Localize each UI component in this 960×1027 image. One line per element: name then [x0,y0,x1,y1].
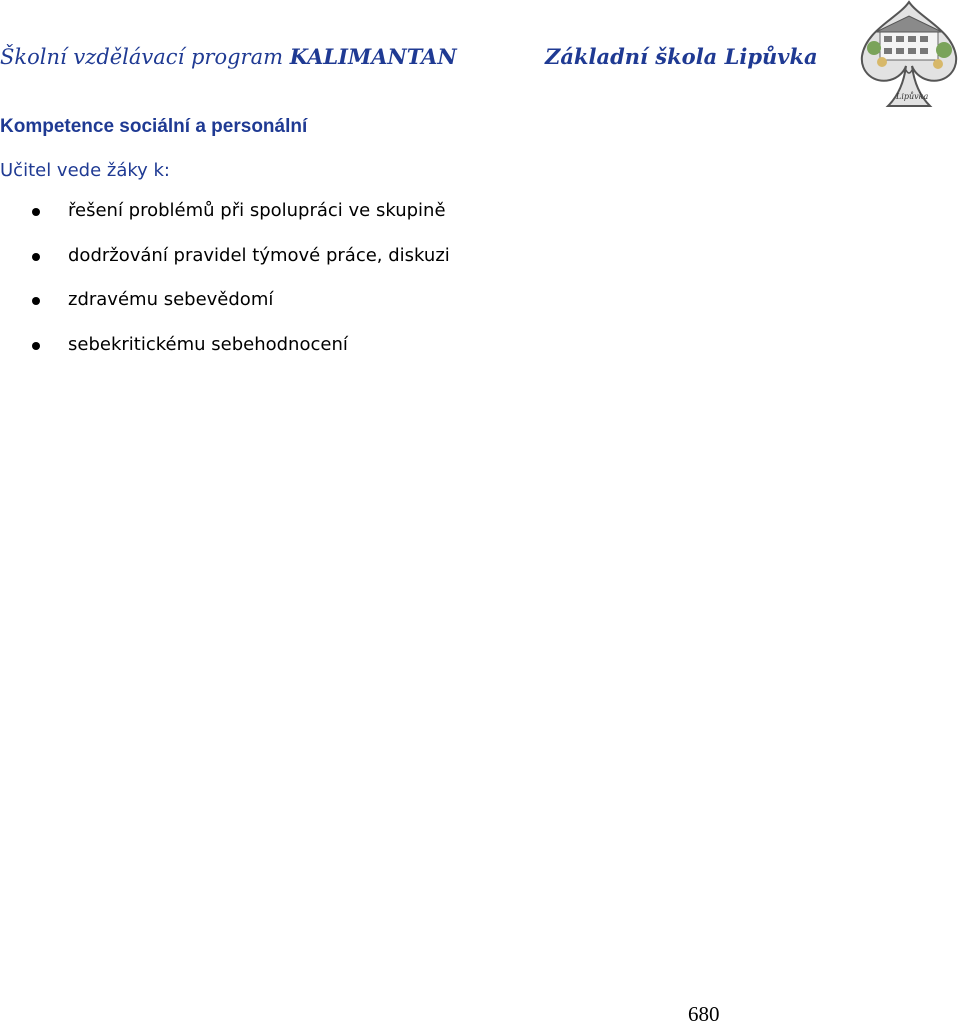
list-item-text: sebekritickému sebehodnocení [68,333,348,355]
page-number: 680 [688,1002,720,1026]
bullet-icon [32,297,40,305]
header-program-title [0,44,457,69]
list-item-text: zdravému sebevědomí [68,289,274,310]
list-item-text: dodržování pravidel týmové práce, diskuzi [68,244,450,266]
bullet-icon [32,253,40,261]
header-program-name: KALIMANTAN [289,44,457,69]
section-title: Kompetence sociální a personální [0,116,308,137]
bullet-icon [32,208,40,216]
header-program-prefix: Školní vzdělávací program [0,45,290,69]
bullet-icon [32,342,40,350]
school-spade-logo-icon [858,0,960,110]
logo-caption: Lipůvka [896,92,929,101]
header-school-name: Základní škola Lipůvka [545,44,818,69]
list-item-text: řešení problémů při spolupráci ve skupině [68,200,446,221]
section-intro: Učitel vede žáky k: [0,160,170,181]
